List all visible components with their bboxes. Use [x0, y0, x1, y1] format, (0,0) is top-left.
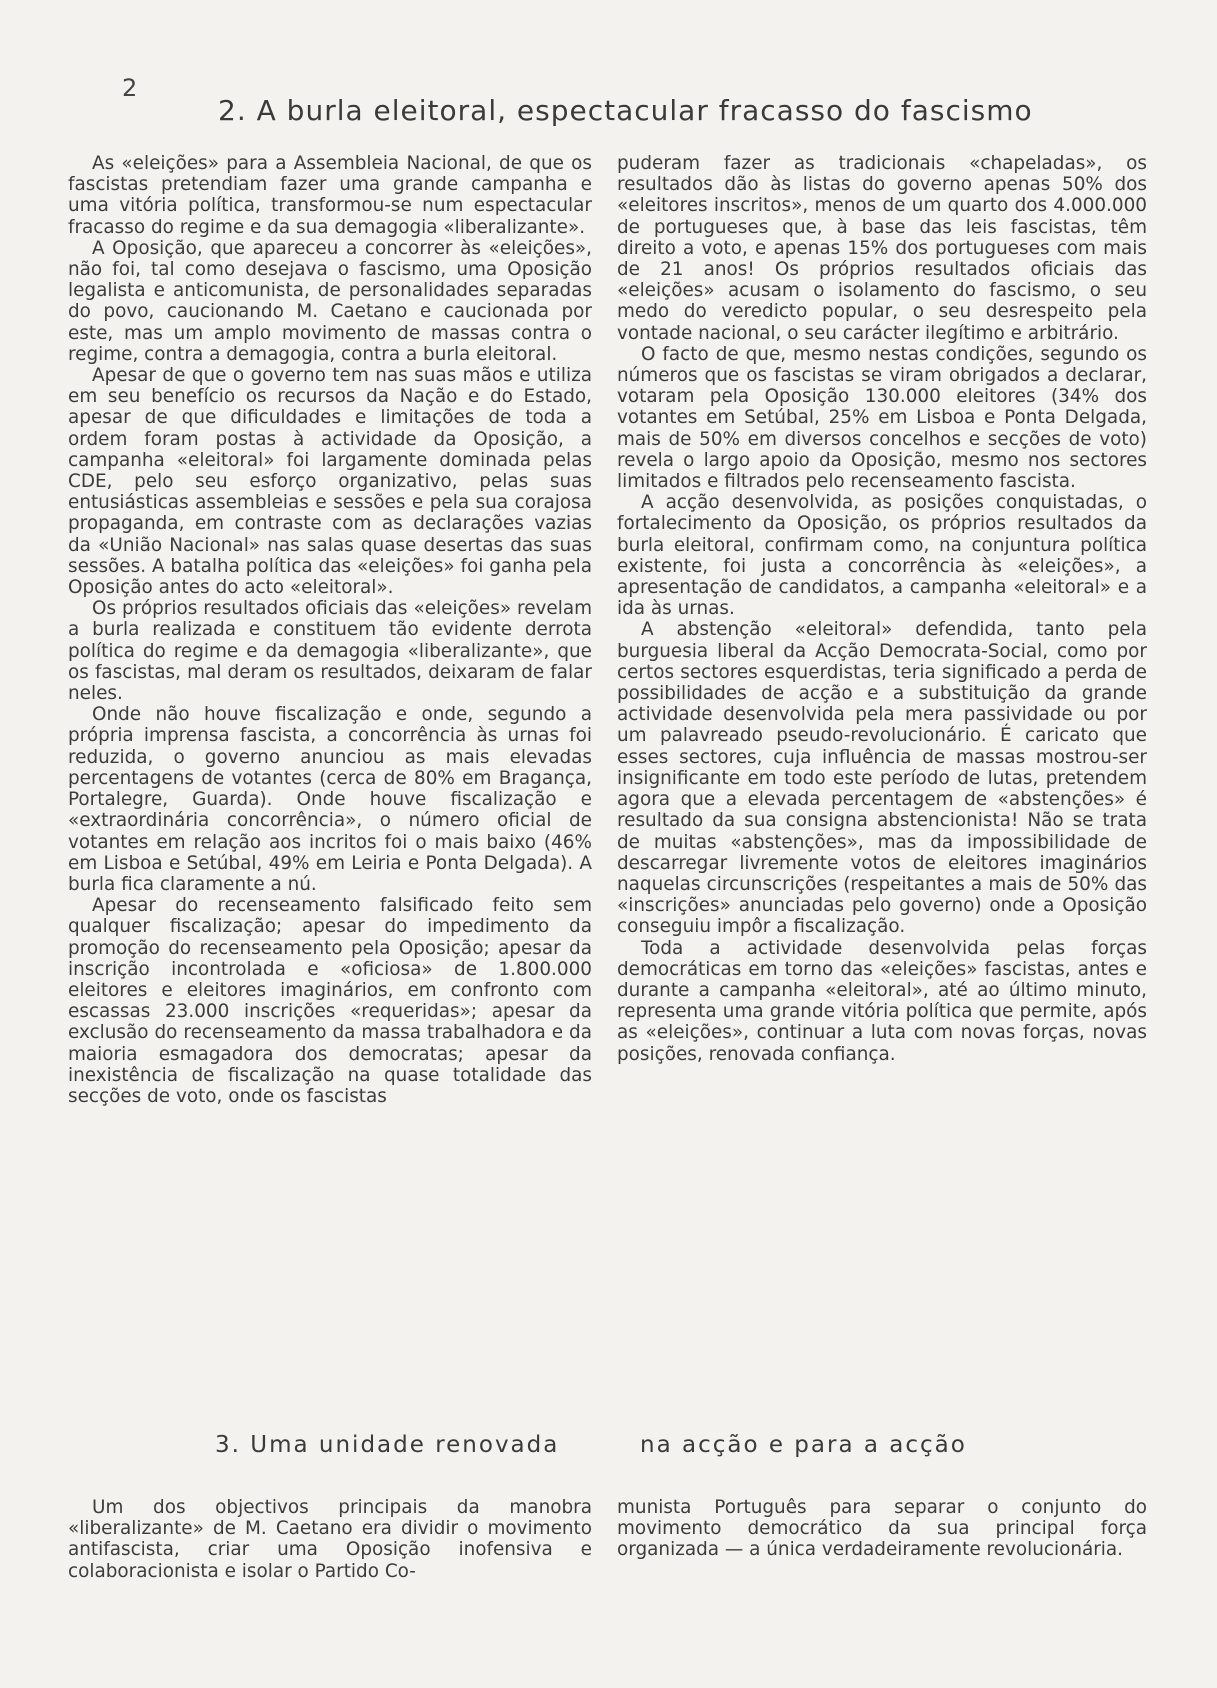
paragraph: A acção desenvolvida, as posições conquistadas, o fortalecimento da Oposição, os próprios resultados da burla eleitoral, confirmam como, na conjuntura política existente, foi justa a concorrência às «eleições», a apresentação de candidatos, a campanha «eleitoral» e a ida às urnas. — [617, 492, 1147, 620]
paragraph-continued: puderam fazer as tradicionais «chapeladas», os resultados dão às listas do governo apenas 50% dos «eleitores inscritos», menos de um quarto dos 4.000.000 de portugueses que, à base das leis fascistas, têm direito a voto, e apenas 15% dos portugueses com mais de 21 anos! Os próprios resultados oficiais das «eleições» acusam o isolamento do fascismo, o seu medo do veredicto popular, o seu desrespeito pela vontade nacional, o seu carácter ilegítimo e arbitrário. — [617, 153, 1147, 344]
paragraph: Apesar de que o governo tem nas suas mãos e utiliza em seu benefício os recursos da Nação e do Estado, apesar de que dificuldades e limitações de toda a ordem foram postas à actividade da Oposição, a campanha «eleitoral» foi largamente dominada pelas CDE, pelo seu esforço organizativo, pelas suas entusiásticas assembleias e sessões e pela sua corajosa propaganda, em contraste com as declarações vazias da «União Nacional» nas salas quase desertas das suas sessões. A batalha política das «eleições» foi ganha pela Oposição antes do acto «eleitoral». — [68, 365, 592, 599]
paragraph: Toda a actividade desenvolvida pelas forças democráticas em torno das «eleições» fascistas, antes e durante a campanha «eleitoral», até ao último minuto, representa uma grande vitória política que permite, após as «eleições», continuar a luta com novas forças, novas posições, renovada confiança. — [617, 937, 1147, 1065]
paragraph: Um dos objectivos principais da manobra «liberalizante» de M. Caetano era dividir o movimento antifascista, criar uma Oposição inofensiva e colaboracionista e isolar o Partido Co- — [68, 1497, 592, 1582]
section-3-heading-left: 3. Uma unidade renovada — [215, 1432, 560, 1458]
page-number: 2 — [122, 74, 138, 102]
paragraph: O facto de que, mesmo nestas condições, segundo os números que os fascistas se viram obrigados a declarar, votaram pela Oposição 130.000 eleitores (34% dos votantes em Setúbal, 25% em Lisboa e Ponta Delgada, mais de 50% em diversos concelhos e secções de voto) revela o largo apoio da Oposição, mesmo nos sectores limitados e filtrados pelo recenseamento fascista. — [617, 343, 1147, 493]
section-2-heading: 2. A burla eleitoral, espectacular fracasso do fascismo — [218, 94, 1033, 127]
paragraph: As «eleições» para a Assembleia Nacional, de que os fascistas pretendiam fazer uma grande campanha e uma vitória política, transformou-se num espectacular fracasso do regime e da sua demagogia «liberalizante». — [68, 153, 592, 238]
section-2-right-column — [617, 153, 1147, 1065]
section-3-heading-right: na acção e para a acção — [640, 1432, 967, 1458]
paragraph: A abstenção «eleitoral» defendida, tanto pela burguesia liberal da Acção Democrata-Social, como por certos sectores esquerdistas, teria significado a perda de possibilidades de acção e a substituição da grande actividade desenvolvida pela mera passividade ou por um palavreado pseudo-revolucionário. É caricato que esses sectores, cuja influência de massas mostrou-ser insignificante em todo este período de lutas, pretendem agora que a elevada percentagem de «abstenções» é resultado da sua consigna abstencionista! Não se trata de muitas «abstenções», mas da impossibilidade de descarregar livremente votos de eleitores imaginários naquelas circunscrições (respeitantes a mais de 50% das «inscrições» anunciadas pelo governo) onde a Oposição conseguiu impôr a fiscalização. — [617, 619, 1147, 938]
paragraph-continued: munista Português para separar o conjunto do movimento democrático da sua principal força organizada — a única verdadeiramente revolucionária. — [617, 1497, 1147, 1561]
section-3-right-column — [617, 1497, 1147, 1561]
paragraph: A Oposição, que apareceu a concorrer às «eleições», não foi, tal como desejava o fascismo, uma Oposição legalista e anticomunista, de personalidades separadas do povo, caucionando M. Caetano e caucionada por este, mas um amplo movimento de massas contra o regime, contra a demagogia, contra a burla eleitoral. — [68, 237, 592, 365]
paragraph: Os próprios resultados oficiais das «eleições» revelam a burla realizada e constituem tão evidente derrota política do regime e da demagogia «liberalizante», que os fascistas, mal deram os resultados, deixaram de falar neles. — [68, 598, 592, 705]
section-3-left-column — [68, 1497, 592, 1582]
paragraph: Onde não houve fiscalização e onde, segundo a própria imprensa fascista, a concorrência às urnas foi reduzida, o governo anunciou as mais elevadas percentagens de votantes (cerca de 80% em Bragança, Portalegre, Guarda). Onde houve fiscalização e «extraordinária concorrência», o número oficial de votantes em relação aos incritos foi o mais baixo (46% em Lisboa e Setúbal, 49% em Leiria e Ponta Delgada). A burla fica claramente a nú. — [68, 704, 592, 895]
paragraph: Apesar do recenseamento falsificado feito sem qualquer fiscalização; apesar do impedimento da promoção do recenseamento pela Oposição; apesar da inscrição incontrolada e «oficiosa» de 1.800.000 eleitores e eleitores imaginários, em confronto com escassas 23.000 inscrições «requeridas»; apesar da exclusão do recenseamento da massa trabalhadora e da maioria esmagadora dos democratas; apesar da inexistência de fiscalização na quase totalidade das secções de voto, onde os fascistas — [68, 895, 592, 1107]
section-2-left-column — [68, 153, 592, 1107]
